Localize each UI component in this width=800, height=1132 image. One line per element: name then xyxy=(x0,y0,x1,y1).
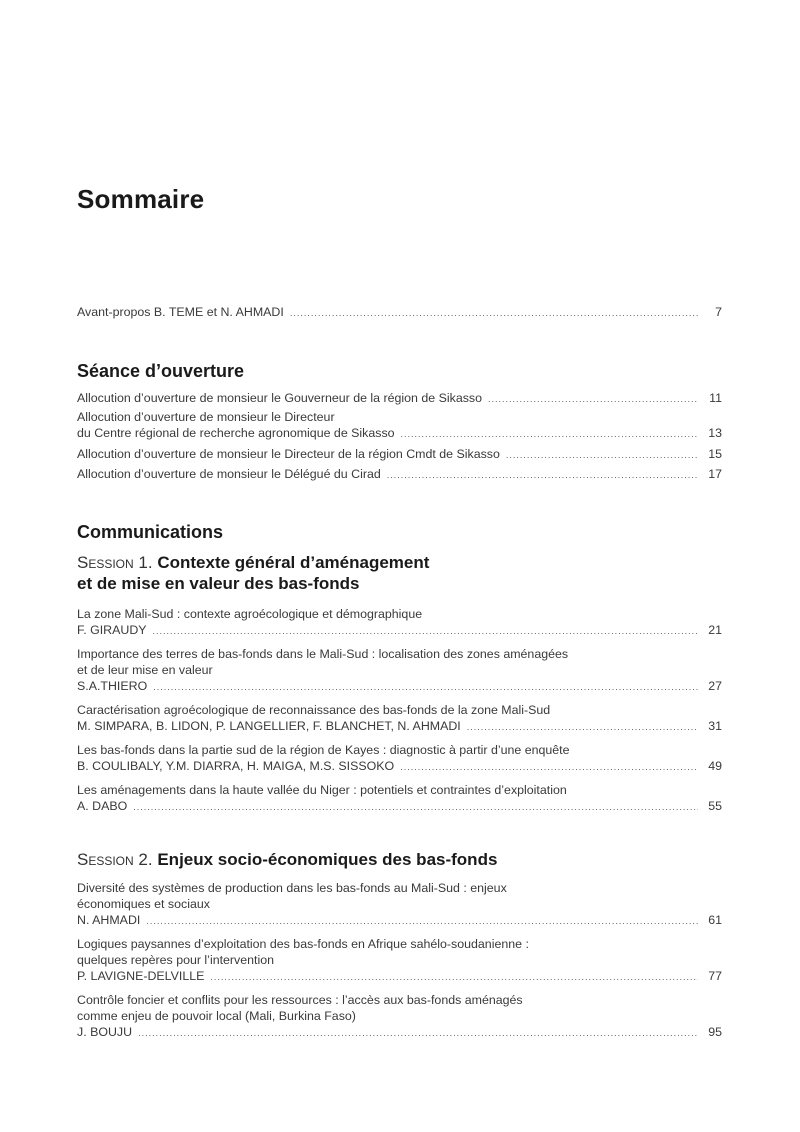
session-number: 1. xyxy=(138,553,153,572)
avant-propos-entry[interactable] xyxy=(77,304,722,321)
entry-authors: N. AHMADI xyxy=(77,913,141,927)
page-title: Sommaire xyxy=(77,184,205,214)
session-1-heading xyxy=(77,552,722,594)
toc-entry[interactable] xyxy=(77,646,722,695)
seance-section xyxy=(77,360,722,382)
toc-entry[interactable] xyxy=(77,742,722,775)
page-number: 49 xyxy=(708,759,722,773)
entry-authors: S.A.THIERO xyxy=(77,679,148,693)
dot-leader xyxy=(467,719,698,735)
entry-text: Allocution d’ouverture de monsieur le Directeur de la région Cmdt de Sikasso xyxy=(77,447,500,461)
entry-title-cont: quelques repères pour l’intervention xyxy=(77,953,274,967)
entry-title: Logiques paysannes d’exploitation des bas-fonds en Afrique sahélo-soudanienne : xyxy=(77,937,529,951)
session-title-cont: et de mise en valeur des bas-fonds xyxy=(77,574,360,593)
dot-leader xyxy=(387,467,698,483)
dot-leader xyxy=(400,759,698,775)
section-heading-communications: Communications xyxy=(77,522,224,542)
dot-leader xyxy=(153,679,698,695)
entry-title: Les bas-fonds dans la partie sud de la région de Kayes : diagnostic à partir d’une enquête xyxy=(77,743,570,757)
entry-title: Les aménagements dans la haute vallée du Niger : potentiels et contraintes d’exploitation xyxy=(77,783,567,797)
page-number: 61 xyxy=(708,913,722,927)
toc-entry[interactable] xyxy=(77,390,722,407)
section-heading-seance: Séance d’ouverture xyxy=(77,361,245,381)
entry-text: Avant-propos B. TEME et N. AHMADI xyxy=(77,305,284,319)
communications-section xyxy=(77,521,722,543)
page-number: 77 xyxy=(708,969,722,983)
entry-title-cont: comme enjeu de pouvoir local (Mali, Burkina Faso) xyxy=(77,1009,356,1023)
toc-entry[interactable] xyxy=(77,782,722,815)
page-number: 21 xyxy=(708,623,722,637)
entry-authors: F. GIRAUDY xyxy=(77,623,147,637)
dot-leader xyxy=(153,623,698,639)
session-label: Session xyxy=(77,553,134,572)
entry-title-cont: et de leur mise en valeur xyxy=(77,663,213,677)
session-title: Contexte général d’aménagement xyxy=(157,553,430,572)
page-number: 55 xyxy=(708,799,722,813)
page-number: 31 xyxy=(708,719,722,733)
dot-leader xyxy=(401,426,698,442)
session-label: Session xyxy=(77,850,134,869)
entry-text: du Centre régional de recherche agronomique de Sikasso xyxy=(77,426,395,440)
toc-entry[interactable] xyxy=(77,466,722,483)
entry-title-cont: économiques et sociaux xyxy=(77,897,210,911)
dot-leader xyxy=(133,799,698,815)
entry-authors: M. SIMPARA, B. LIDON, P. LANGELLIER, F. BLANCHET, N. AHMADI xyxy=(77,719,461,733)
dot-leader xyxy=(506,447,698,463)
entry-authors: J. BOUJU xyxy=(77,1025,133,1039)
session-number: 2. xyxy=(138,850,153,869)
toc-entry[interactable] xyxy=(77,606,722,639)
page-number: 95 xyxy=(708,1025,722,1039)
toc-entry[interactable] xyxy=(77,446,722,463)
entry-authors: B. COULIBALY, Y.M. DIARRA, H. MAIGA, M.S. SISSOKO xyxy=(77,759,395,773)
dot-leader xyxy=(146,913,698,929)
session-2-heading xyxy=(77,849,722,870)
page-number: 27 xyxy=(708,679,722,693)
dot-leader xyxy=(138,1025,698,1041)
entry-title: Importance des terres de bas-fonds dans le Mali-Sud : localisation des zones aménagées xyxy=(77,647,569,661)
page-number: 17 xyxy=(708,467,722,481)
toc-entry[interactable] xyxy=(77,409,722,442)
toc-entry[interactable] xyxy=(77,936,722,985)
entry-title: Caractérisation agroécologique de reconnaissance des bas-fonds de la zone Mali-Sud xyxy=(77,703,551,717)
toc-entry[interactable] xyxy=(77,992,722,1041)
page-number: 7 xyxy=(715,305,722,319)
toc-entry[interactable] xyxy=(77,880,722,929)
entry-text: Allocution d’ouverture de monsieur le Directeur xyxy=(77,410,335,424)
entry-text: Allocution d’ouverture de monsieur le Délégué du Cirad xyxy=(77,467,381,481)
session-title: Enjeux socio-économiques des bas-fonds xyxy=(157,850,498,869)
page-number: 13 xyxy=(708,426,722,440)
toc-entry[interactable] xyxy=(77,702,722,735)
page-number: 15 xyxy=(708,447,722,461)
dot-leader xyxy=(488,391,698,407)
entry-text: Allocution d’ouverture de monsieur le Gouverneur de la région de Sikasso xyxy=(77,391,482,405)
page-number: 11 xyxy=(709,391,722,405)
entry-authors: A. DABO xyxy=(77,799,128,813)
entry-title: Contrôle foncier et conflits pour les ressources : l’accès aux bas-fonds aménagés xyxy=(77,993,523,1007)
entry-title: Diversité des systèmes de production dans les bas-fonds au Mali-Sud : enjeux xyxy=(77,881,507,895)
entry-authors: P. LAVIGNE-DELVILLE xyxy=(77,969,205,983)
dot-leader xyxy=(210,969,698,985)
entry-title: La zone Mali-Sud : contexte agroécologique et démographique xyxy=(77,607,423,621)
dot-leader xyxy=(290,305,698,321)
